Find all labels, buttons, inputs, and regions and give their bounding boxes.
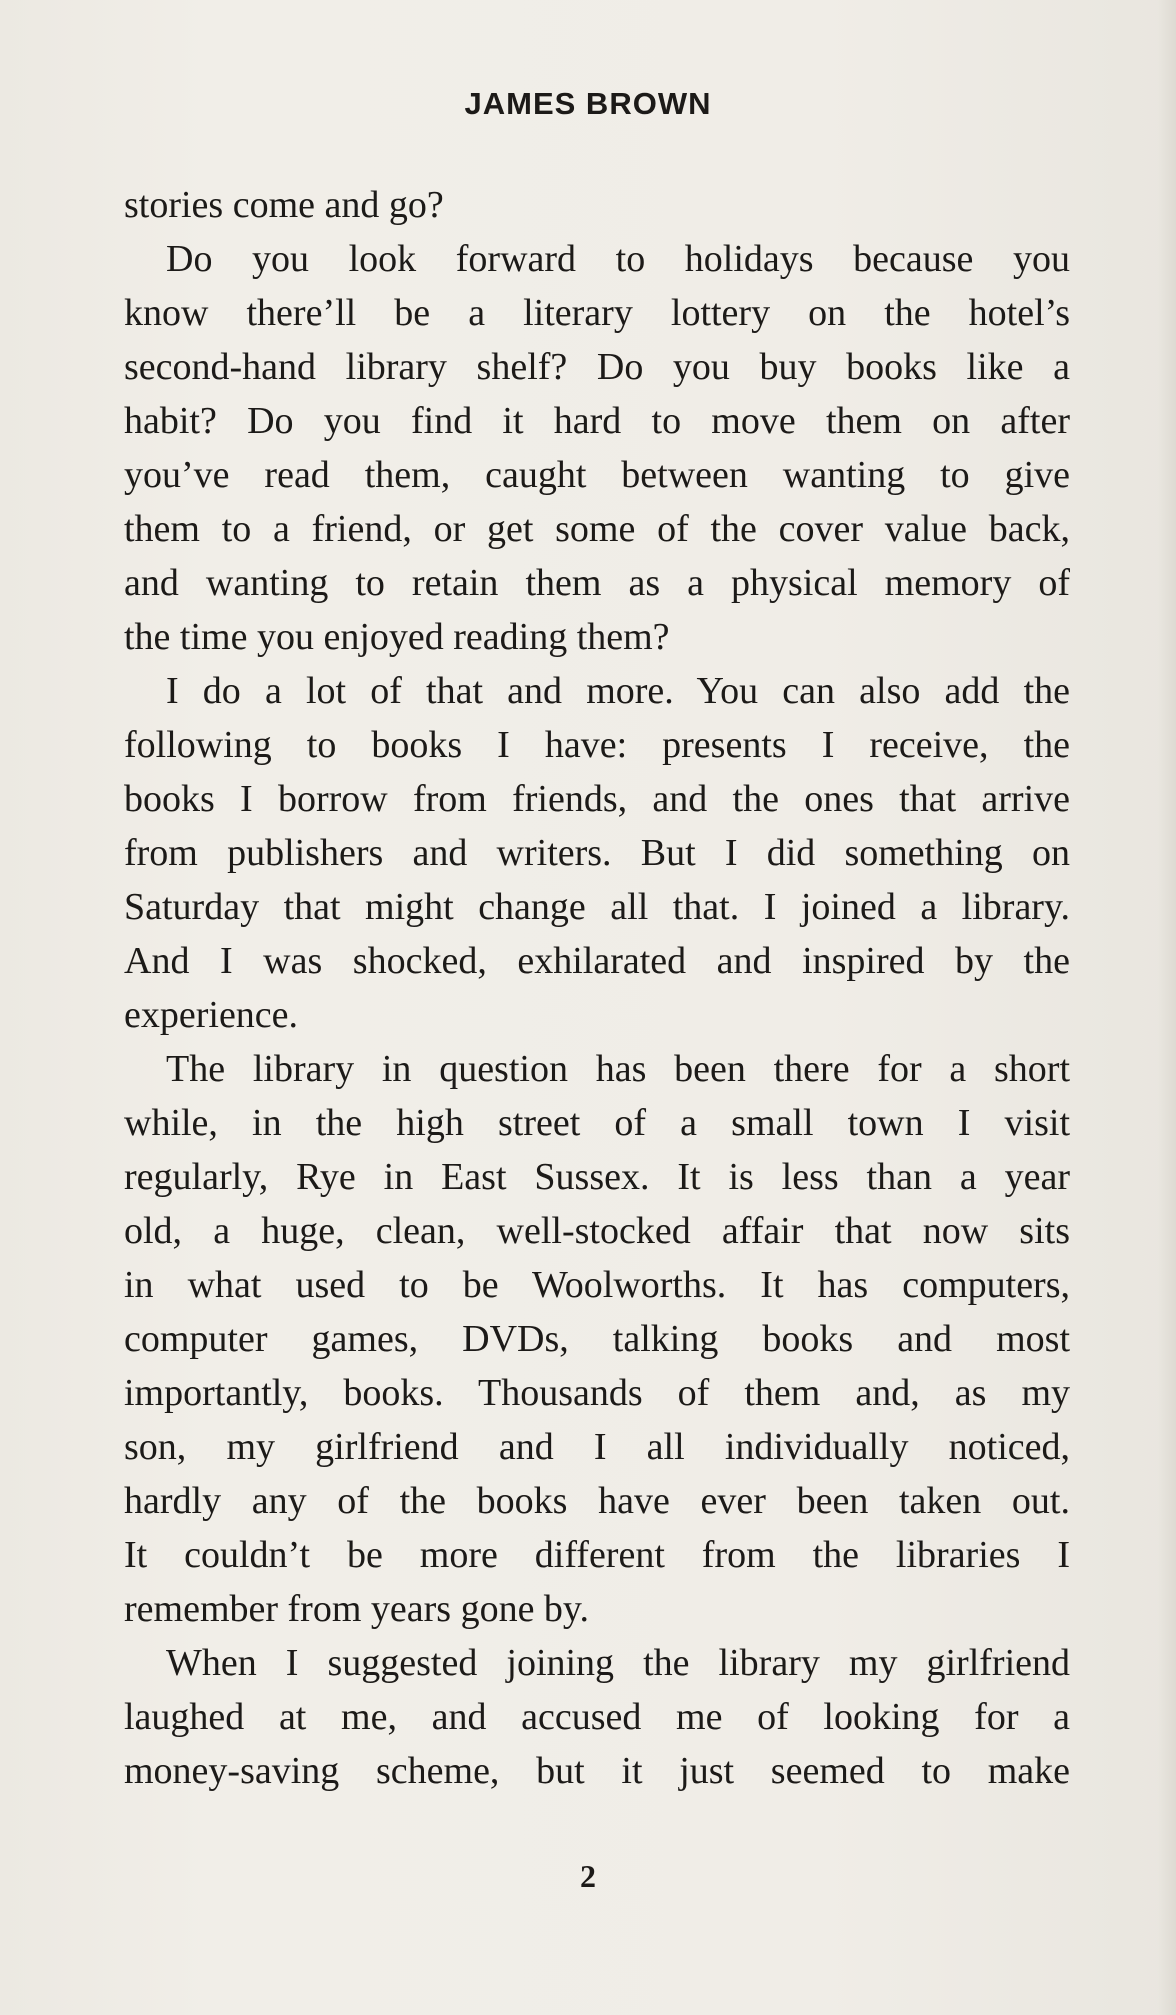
text-line: the time you enjoyed reading them? [124,616,670,658]
text-line: second-hand library shelf? Do you buy books like a [124,346,1070,388]
text-line: It couldn’t be more different from the libraries I [124,1534,1070,1576]
text-line: The library in question has been there for a short [166,1048,1070,1090]
running-head: JAMES BROWN [464,86,712,121]
text-line: stories come and go? [124,184,444,226]
text-line: while, in the high street of a small town I visit [124,1102,1070,1144]
text-line: laughed at me, and accused me of looking for a [124,1696,1070,1738]
text-line: experience. [124,994,299,1036]
text-line: old, a huge, clean, well-stocked affair that now sits [124,1210,1070,1252]
text-line: books I borrow from friends, and the ones that arrive [124,778,1070,820]
text-line: and wanting to retain them as a physical memory of [124,562,1070,604]
text-line: from publishers and writers. But I did something on [124,832,1070,874]
body-text [124,178,1070,1798]
text-line: I do a lot of that and more. You can also add the [166,670,1070,712]
text-line: Do you look forward to holidays because you [166,238,1070,280]
text-line: hardly any of the books have ever been taken out. [124,1480,1070,1522]
page-number: 2 [580,1858,596,1894]
text-line: money-saving scheme, but it just seemed to make [124,1750,1070,1792]
text-line: computer games, DVDs, talking books and most [124,1318,1070,1360]
text-line: And I was shocked, exhilarated and inspired by the [124,940,1070,982]
text-line: know there’ll be a literary lottery on the hotel’s [124,292,1070,334]
text-line: following to books I have: presents I receive, the [124,724,1070,766]
text-line: Saturday that might change all that. I joined a library. [124,886,1070,928]
text-line: habit? Do you find it hard to move them on after [124,400,1070,442]
text-line: in what used to be Woolworths. It has computers, [124,1264,1070,1306]
text-line: son, my girlfriend and I all individually noticed, [124,1426,1070,1468]
text-line: regularly, Rye in East Sussex. It is less than a year [124,1156,1070,1198]
text-line: When I suggested joining the library my girlfriend [166,1642,1070,1684]
text-line: them to a friend, or get some of the cover value back, [124,508,1070,550]
text-line: remember from years gone by. [124,1588,589,1630]
text-line: importantly, books. Thousands of them and, as my [124,1372,1070,1414]
text-line: you’ve read them, caught between wanting to give [124,454,1070,496]
